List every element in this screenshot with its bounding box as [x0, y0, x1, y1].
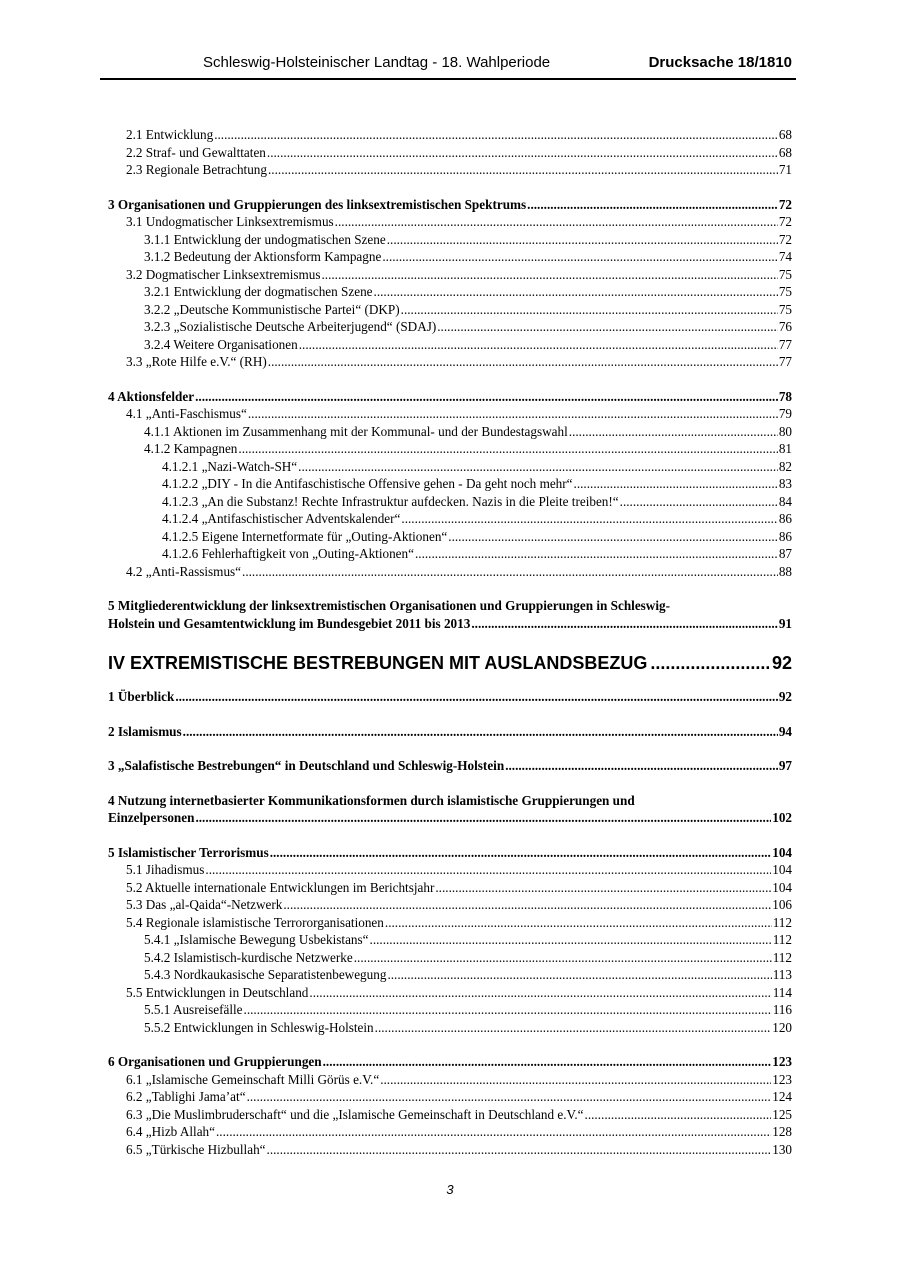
toc-entry[interactable]: 6.2 „Tablighi Jama’at“ ..... 124: [108, 1088, 792, 1106]
toc-chapter[interactable]: 1 Überblick ..... 92: [108, 688, 792, 706]
toc-entry[interactable]: 3.2.1 Entwicklung der dogmatischen Szene ..... 75: [108, 283, 792, 301]
toc-entry[interactable]: 4.1.2.5 Eigene Internetformate für „Outing-Aktionen“ ..... 86: [108, 528, 792, 546]
toc-chapter[interactable]: 4 Nutzung internetbasierter Kommunikationsformen durch islamistische Gruppierungen und Einzelpersonen ..... 102: [108, 792, 792, 827]
toc-entry[interactable]: 2.1 Entwicklung ..... 68: [108, 126, 792, 144]
toc-entry[interactable]: 6.4 „Hizb Allah“ ..... 128: [108, 1123, 792, 1141]
toc-chapter[interactable]: 3 „Salafistische Bestrebungen“ in Deutschland und Schleswig-Holstein ..... 97: [108, 757, 792, 775]
toc-chapter[interactable]: 3 Organisationen und Gruppierungen des linksextremistischen Spektrums ..... 72: [108, 196, 792, 214]
toc-entry[interactable]: 3.3 „Rote Hilfe e.V.“ (RH) ..... 77: [108, 353, 792, 371]
toc-entry[interactable]: 4.2 „Anti-Rassismus“ ..... 88: [108, 563, 792, 581]
toc-entry[interactable]: 5.4.3 Nordkaukasische Separatistenbewegung ..... 113: [108, 966, 792, 984]
toc-chapter[interactable]: 5 Islamistischer Terrorismus ..... 104: [108, 844, 792, 862]
toc-entry[interactable]: 3.2.3 „Sozialistische Deutsche Arbeiterjugend“ (SDAJ) ..... 76: [108, 318, 792, 336]
toc-entry[interactable]: 5.2 Aktuelle internationale Entwicklungen im Berichtsjahr ..... 104: [108, 879, 792, 897]
toc-part[interactable]: IV EXTREMISTISCHE BESTREBUNGEN MIT AUSLANDSBEZUG ..... 92: [108, 650, 792, 676]
toc-entry[interactable]: 3.2.4 Weitere Organisationen ..... 77: [108, 336, 792, 354]
page-header: [100, 50, 796, 80]
toc-chapter[interactable]: 5 Mitgliederentwicklung der linksextremistischen Organisationen und Gruppierungen in Schleswig- Holstein und Gesamtentwicklung im Bundesgebiet 2011 bis 2013 ..... 91: [108, 597, 792, 632]
toc-entry[interactable]: 6.5 „Türkische Hizbullah“ ..... 130: [108, 1141, 792, 1159]
toc-entry[interactable]: 4.1.2.3 „An die Substanz! Rechte Infrastruktur aufdecken. Nazis in die Pleite treiben!“ ..... 84: [108, 493, 792, 511]
toc-entry[interactable]: 5.5.2 Entwicklungen in Schleswig-Holstein ..... 120: [108, 1019, 792, 1037]
toc-chapter[interactable]: 4 Aktionsfelder ..... 78: [108, 388, 792, 406]
toc-entry[interactable]: 3.2.2 „Deutsche Kommunistische Partei“ (DKP) ..... 75: [108, 301, 792, 319]
toc-entry[interactable]: 6.1 „Islamische Gemeinschaft Milli Görüs e.V.“ ..... 123: [108, 1071, 792, 1089]
toc-entry[interactable]: 5.4 Regionale islamistische Terrororganisationen ..... 112: [108, 914, 792, 932]
toc-chapter[interactable]: 6 Organisationen und Gruppierungen ..... 123: [108, 1053, 792, 1071]
toc-entry[interactable]: 6.3 „Die Muslimbruderschaft“ und die „Islamische Gemeinschaft in Deutschland e.V.“ ..... 125: [108, 1106, 792, 1124]
toc-entry[interactable]: 2.3 Regionale Betrachtung ..... 71: [108, 161, 792, 179]
toc-entry[interactable]: 4.1.2.1 „Nazi-Watch-SH“ ..... 82: [108, 458, 792, 476]
toc-entry[interactable]: 2.2 Straf- und Gewalttaten ..... 68: [108, 144, 792, 162]
toc-entry[interactable]: 5.5.1 Ausreisefälle ..... 116: [108, 1001, 792, 1019]
toc-entry[interactable]: 3.2 Dogmatischer Linksextremismus ..... 75: [108, 266, 792, 284]
toc-entry[interactable]: 3.1 Undogmatischer Linksextremismus ..... 72: [108, 213, 792, 231]
table-of-contents: [108, 126, 792, 1158]
toc-entry[interactable]: 4.1.2 Kampagnen ..... 81: [108, 440, 792, 458]
toc-chapter[interactable]: 2 Islamismus ..... 94: [108, 723, 792, 741]
toc-entry[interactable]: 4.1.2.6 Fehlerhaftigkeit von „Outing-Aktionen“ ..... 87: [108, 545, 792, 563]
document-number: Drucksache 18/1810: [648, 54, 792, 71]
toc-entry[interactable]: 5.5 Entwicklungen in Deutschland ..... 114: [108, 984, 792, 1002]
toc-entry[interactable]: 4.1.2.4 „Antifaschistischer Adventskalender“ ..... 86: [108, 510, 792, 528]
toc-entry[interactable]: 4.1.1 Aktionen im Zusammenhang mit der Kommunal- und der Bundestagswahl ..... 80: [108, 423, 792, 441]
toc-entry[interactable]: 5.3 Das „al-Qaida“-Netzwerk ..... 106: [108, 896, 792, 914]
toc-entry[interactable]: 3.1.1 Entwicklung der undogmatischen Szene ..... 72: [108, 231, 792, 249]
toc-entry[interactable]: 5.4.1 „Islamische Bewegung Usbekistans“ ..... 112: [108, 931, 792, 949]
toc-entry[interactable]: 5.4.2 Islamistisch-kurdische Netzwerke ..... 112: [108, 949, 792, 967]
page-number: 3: [446, 1182, 454, 1197]
toc-entry[interactable]: 4.1 „Anti-Faschismus“ ..... 79: [108, 405, 792, 423]
toc-entry[interactable]: 4.1.2.2 „DIY - In die Antifaschistische Offensive gehen - Da geht noch mehr“ ..... 83: [108, 475, 792, 493]
header-title: Schleswig-Holsteinischer Landtag - 18. Wahlperiode: [203, 54, 551, 71]
toc-entry[interactable]: 5.1 Jihadismus ..... 104: [108, 861, 792, 879]
toc-entry[interactable]: 3.1.2 Bedeutung der Aktionsform Kampagne ..... 74: [108, 248, 792, 266]
